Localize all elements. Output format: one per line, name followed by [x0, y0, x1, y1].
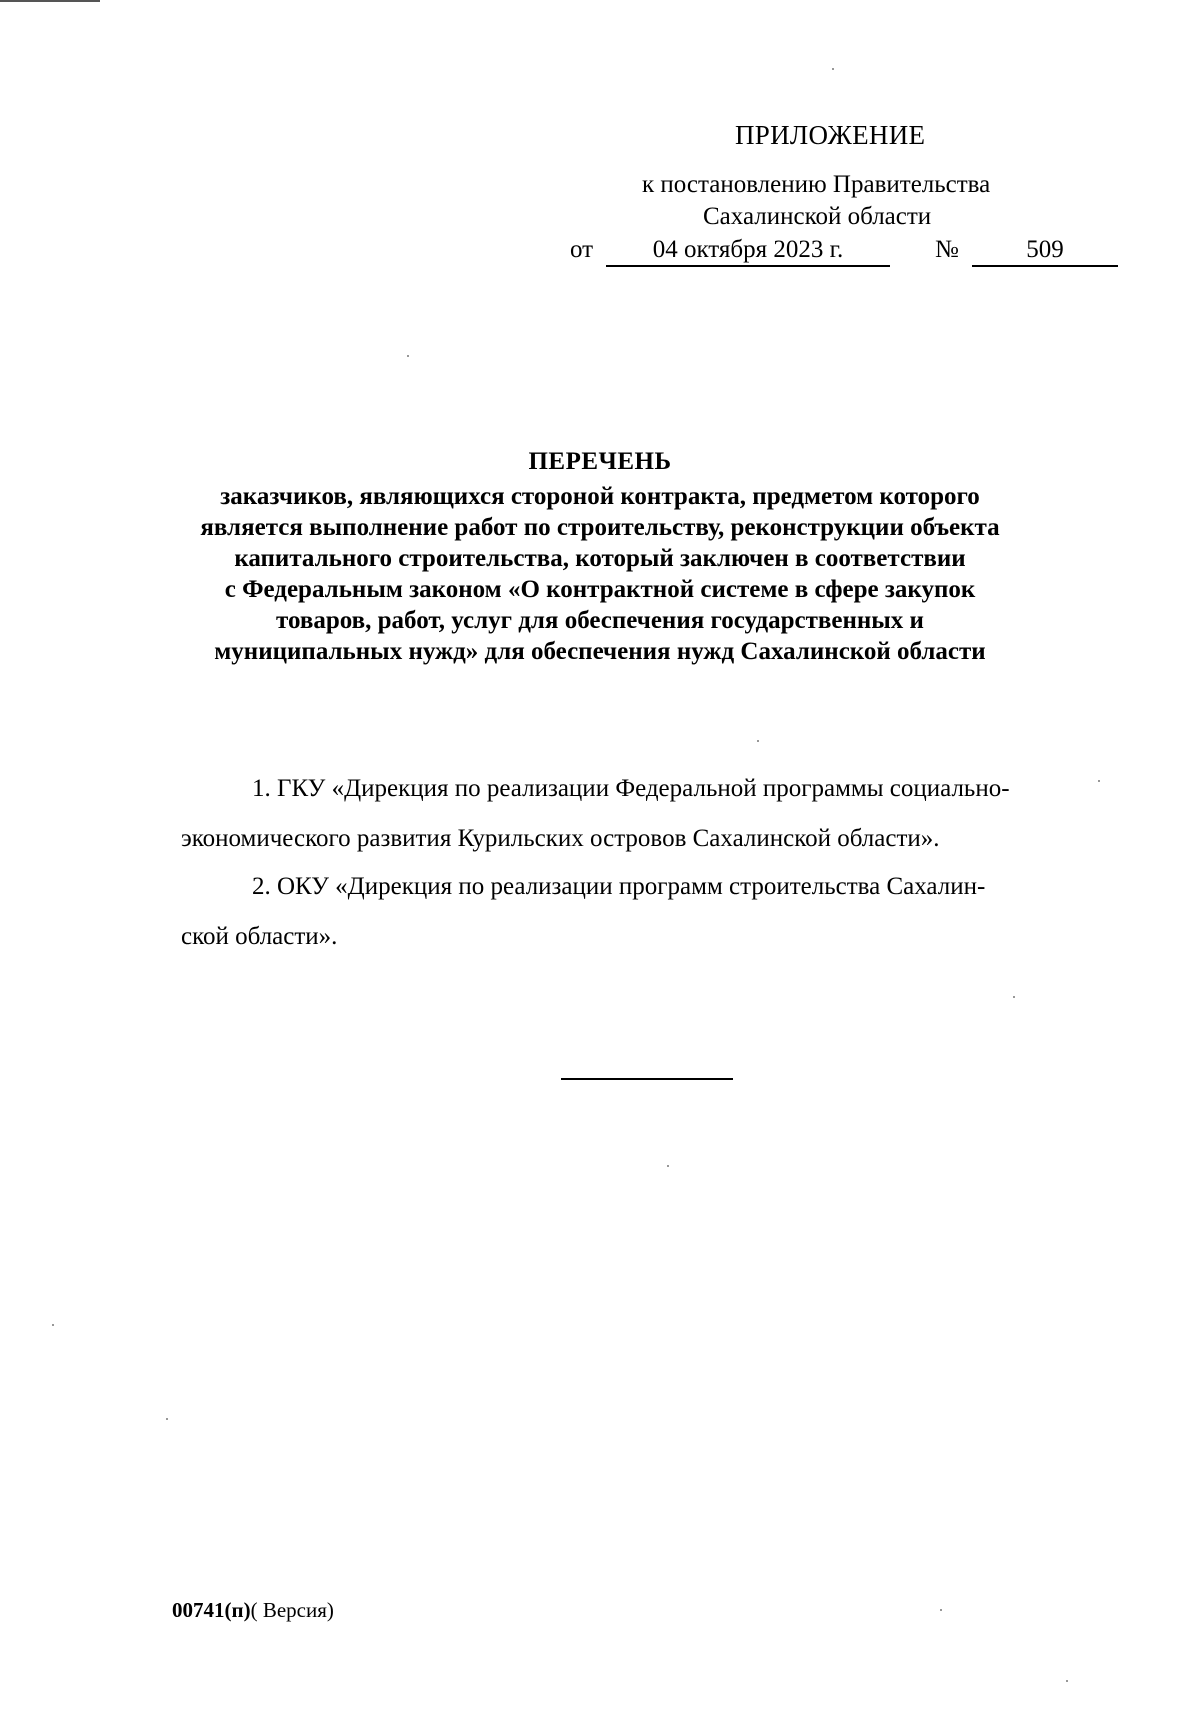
end-divider: [561, 1078, 733, 1080]
scan-edge-line: [0, 0, 100, 2]
list-item-2-line-2: ской области».: [181, 923, 338, 950]
document-code: 00741(п): [172, 1598, 251, 1622]
list-item-1-line-1: 1. ГКУ «Дирекция по реализации Федеральной программы социально-: [252, 775, 1010, 802]
footer-code: [172, 1598, 334, 1623]
list-subtitle: [150, 481, 1050, 667]
scan-speck: [940, 1609, 942, 1611]
resolution-number: 509: [1026, 236, 1064, 263]
scan-speck: [1098, 780, 1100, 782]
scan-speck: [1066, 1680, 1068, 1682]
scan-speck: [166, 1418, 168, 1420]
scan-speck: [52, 1324, 54, 1326]
list-item-2-line-1: 2. ОКУ «Дирекция по реализации программ строительства Сахалин-: [252, 873, 986, 900]
date-prefix: от: [570, 236, 594, 263]
appendix-line-2: Сахалинской области: [703, 203, 932, 230]
appendix-line-1: к постановлению Правительства: [642, 171, 991, 198]
resolution-date: 04 октября 2023 г.: [652, 236, 844, 263]
subtitle-line: товаров, работ, услуг для обеспечения государственных и: [276, 607, 924, 634]
scan-speck: [667, 1165, 669, 1167]
document-version: ( Версия): [250, 1598, 334, 1622]
resolution-date-row: [570, 236, 1118, 272]
scan-speck: [407, 355, 409, 357]
date-underline: [606, 265, 890, 267]
subtitle-line: с Федеральным законом «О контрактной системе в сфере закупок: [224, 576, 976, 603]
scan-speck: [1013, 996, 1015, 998]
list-heading: ПЕРЕЧЕНЬ: [528, 448, 672, 475]
subtitle-line: муниципальных нужд» для обеспечения нужд Сахалинской области: [214, 638, 986, 665]
number-sign: №: [935, 236, 959, 263]
list-item-1-line-2: экономического развития Курильских островов Сахалинской области».: [181, 825, 940, 852]
subtitle-line: заказчиков, являющихся стороной контракта, предметом которого: [220, 483, 980, 510]
number-underline: [972, 265, 1118, 267]
subtitle-line: является выполнение работ по строительству, реконструкции объекта: [200, 514, 1000, 541]
subtitle-line: капитального строительства, который заключен в соответствии: [234, 545, 966, 572]
scan-speck: [832, 68, 834, 70]
scan-speck: [757, 740, 759, 742]
appendix-title: ПРИЛОЖЕНИЕ: [735, 120, 926, 150]
